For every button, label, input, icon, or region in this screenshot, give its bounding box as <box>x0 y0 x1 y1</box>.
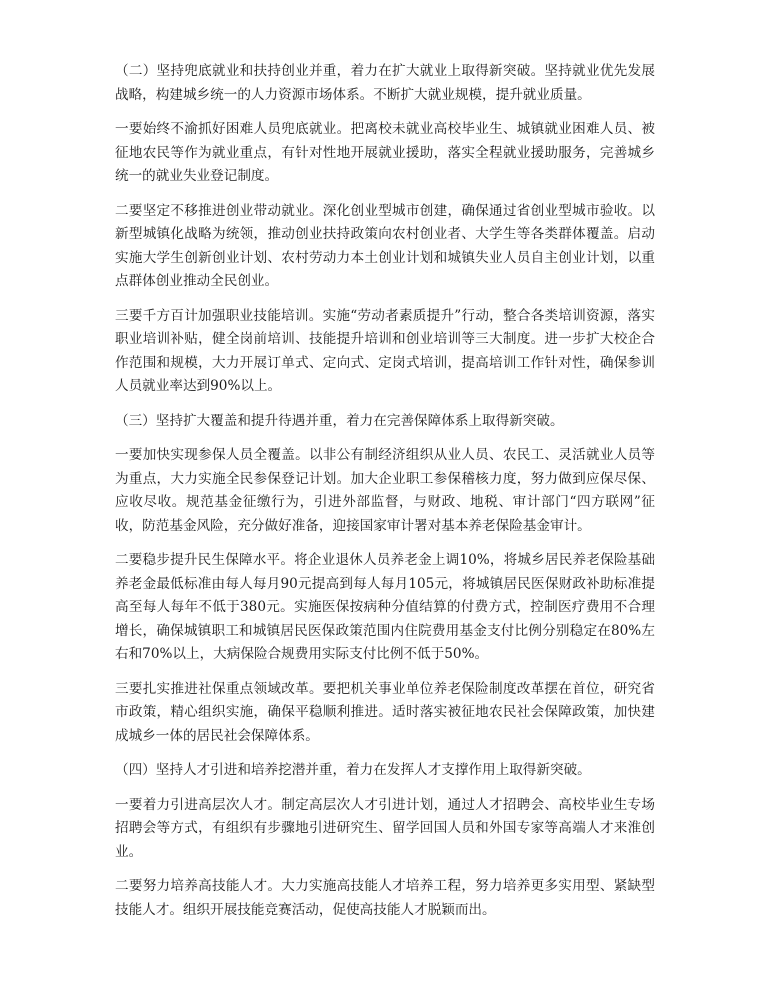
paragraph-talent-introduction: 一要着力引进高层次人才。制定高层次人才引进计划，通过人才招聘会、高校毕业生专场招聘会等方式，有组织有步骤地引进研究生、留学回国人员和外国专家等高端人才来淮创业。 <box>115 796 655 860</box>
paragraph-welfare-level: 二要稳步提升民生保障水平。将企业退休人员养老金上调10%，将城乡居民养老保险基础养老金最低标准由每人每月90元提高到每人每月105元，将城镇居民医保财政补助标准提高至每人每年不低于380元。实施医保按病种分值结算的付费方式，控制医疗费用不合理增长，确保城镇职工和城镇居民医保政策范围内住院费用基金支付比例分别稳定在80%左右和70%以上，大病保险合规费用实际支付比例不低于50%。 <box>115 552 655 662</box>
paragraph-insurance-coverage: 一要加快实现参保人员全覆盖。以非公有制经济组织从业人员、农民工、灵活就业人员等为重点，大力实施全民参保登记计划。加大企业职工参保稽核力度，努力做到应保尽保、应收尽收。规范基金征缴行为，引进外部监督，与财政、地税、审计部门“四方联网”征收，防范基金风险，充分做好准备，迎接国家审计署对基本养老保险基金审计。 <box>115 447 655 534</box>
paragraph-social-security-reform: 三要扎实推进社保重点领域改革。要把机关事业单位养老保险制度改革摆在首位，研究省市政策，精心组织实施，确保平稳顺利推进。适时落实被征地农民社会保障政策，加快建成城乡一体的居民社会保障体系。 <box>115 680 655 744</box>
paragraph-entrepreneurship: 二要坚定不移推进创业带动就业。深化创业型城市创建，确保通过省创业型城市验收。以新型城镇化战略为统领，推动创业扶持政策向农村创业者、大学生等各类群体覆盖。启动实施大学生创新创业计划、农村劳动力本土创业计划和城镇失业人员自主创业计划，以重点群体创业推动全民创业。 <box>115 202 655 289</box>
section-three-heading-paragraph: （三）坚持扩大覆盖和提升待遇并重，着力在完善保障体系上取得新突破。 <box>115 412 564 429</box>
section-four-heading-paragraph: （四）坚持人才引进和培养挖潜并重，着力在发挥人才支撑作用上取得新突破。 <box>115 762 591 778</box>
paragraph-skills-training: 三要千方百计加强职业技能培训。实施“劳动者素质提升”行动，整合各类培训资源，落实职业培训补贴，健全岗前培训、技能提升培训和创业培训等三大制度。进一步扩大校企合作范围和规模，大力开展订单式、定向式、定岗式培训，提高培训工作针对性，确保参训人员就业率达到90%以上。 <box>115 307 655 394</box>
paragraph-skilled-talent: 二要努力培养高技能人才。大力实施高技能人才培养工程，努力培养更多实用型、紧缺型技能人才。组织开展技能竞赛活动，促使高技能人才脱颖而出。 <box>115 878 655 918</box>
document-body <box>115 60 655 933</box>
paragraph-employment-assistance: 一要始终不渝抓好困难人员兜底就业。把离校未就业高校毕业生、城镇就业困难人员、被征地农民等作为就业重点，有针对性地开展就业援助，落实全程就业援助服务，完善城乡统一的就业失业登记制度。 <box>115 121 655 184</box>
section-two-heading-paragraph: （二）坚持兜底就业和扶持创业并重，着力在扩大就业上取得新突破。坚持就业优先发展战略，构建城乡统一的人力资源市场体系。不断扩大就业规模，提升就业质量。 <box>115 63 655 103</box>
